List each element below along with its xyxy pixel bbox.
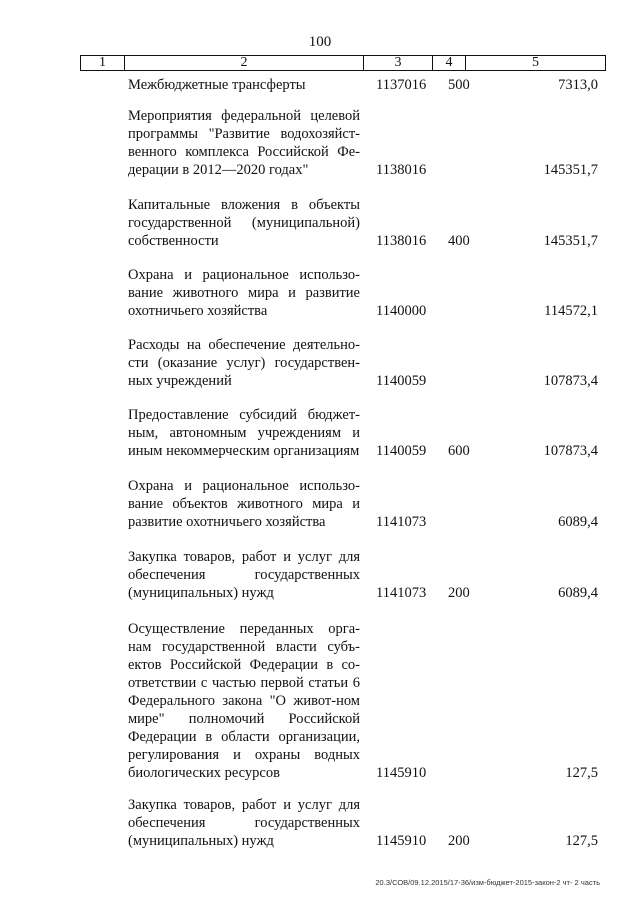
row-expense-type: 600 — [448, 443, 470, 459]
row-description: Капитальные вложения в объекты государственной (муниципальной) собственности — [128, 197, 360, 249]
column-header-1: 1 — [81, 56, 125, 71]
row-description: Расходы на обеспечение деятельно-сти (оказание услуг) государствен-ных учреждений — [128, 337, 360, 389]
row-code: 1141073 — [376, 514, 427, 530]
row-amount: 107873,4 — [543, 373, 598, 389]
row-amount: 107873,4 — [543, 443, 598, 459]
row-description: Осуществление переданных орга-нам государственной власти субъ-ектов Российской Федерации в со-ответствии с частью первой статьи 6 Федерального закона "О живот-ном мире" полномочий Российской Федерации в области организации, регулирования и охраны водных биологических ресурсов — [128, 621, 360, 781]
row-description: Охрана и рациональное использо-вание объектов животного мира и развитие охотничьего хозяйства — [128, 478, 360, 530]
row-code: 1145910 — [376, 765, 427, 781]
row-amount: 7313,0 — [558, 77, 598, 93]
row-code: 1138016 — [376, 233, 427, 249]
page-number: 100 — [308, 34, 332, 50]
row-expense-type: 500 — [448, 77, 470, 93]
row-description: Охрана и рациональное использо-вание животного мира и развитие охотничьего хозяйства — [128, 267, 360, 319]
column-header-3: 3 — [364, 56, 433, 71]
row-amount: 127,5 — [565, 765, 598, 781]
row-description: Мероприятия федеральной целевой программы "Развитие водохозяйст-венного комплекса Российской Фе-дерации в 2012—2020 годах" — [128, 108, 360, 178]
column-header-2: 2 — [125, 56, 364, 71]
row-code: 1140059 — [376, 443, 427, 459]
column-header-5: 5 — [466, 56, 606, 71]
row-description: Предоставление субсидий бюджет-ным, автономным учреждениям и иным некоммерческим организациям — [128, 407, 360, 459]
row-description: Межбюджетные трансферты — [128, 77, 306, 93]
row-code: 1141073 — [376, 585, 427, 601]
column-header-4: 4 — [433, 56, 466, 71]
row-amount: 6089,4 — [558, 585, 598, 601]
row-amount: 114572,1 — [544, 303, 598, 319]
row-amount: 145351,7 — [543, 233, 598, 249]
row-expense-type: 200 — [448, 585, 470, 601]
row-code: 1140000 — [376, 303, 427, 319]
row-code: 1138016 — [376, 162, 427, 178]
document-footer-reference: 20.3/СОВ/09.12.2015/17-36/изм-бюджет-2015-закон-2 чт- 2 часть — [375, 878, 600, 887]
row-description: Закупка товаров, работ и услуг для обеспечения государственных (муниципальных) нужд — [128, 797, 360, 849]
row-code: 1137016 — [376, 77, 427, 93]
row-amount: 127,5 — [565, 833, 598, 849]
row-amount: 145351,7 — [543, 162, 598, 178]
row-amount: 6089,4 — [558, 514, 598, 530]
row-code: 1145910 — [376, 833, 427, 849]
row-expense-type: 400 — [448, 233, 470, 249]
row-code: 1140059 — [376, 373, 427, 389]
row-expense-type: 200 — [448, 833, 470, 849]
row-description: Закупка товаров, работ и услуг для обеспечения государственных (муниципальных) нужд — [128, 549, 360, 601]
